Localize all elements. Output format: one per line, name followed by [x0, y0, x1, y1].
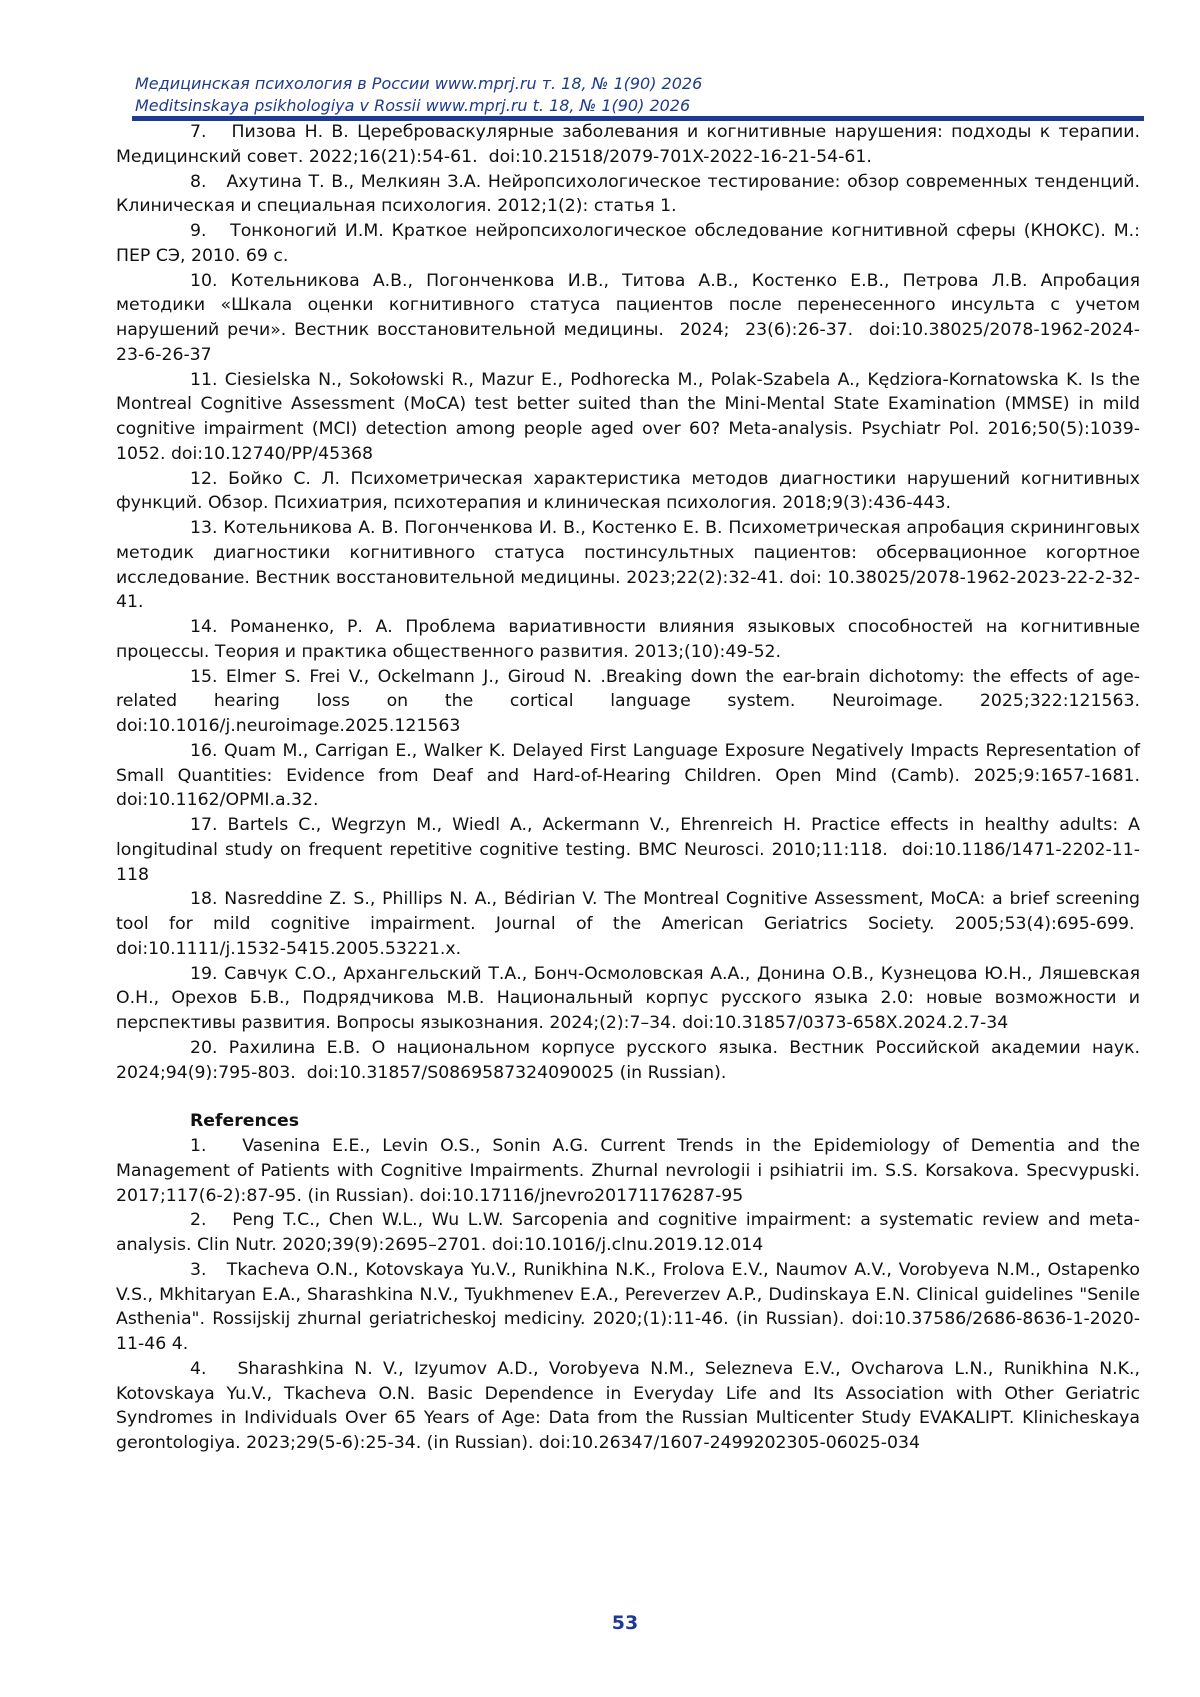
reference-item-19: 19. Савчук С.О., Архангельский Т.А., Бонч-Осмоловская А.А., Донина О.В., Кузнецова Ю.Н., Ляшевская О.Н., Орехов Б.В., Подрядчикова М.В. Национальный корпус русского языка 2.0: новые возможности и перспективы развития. Вопросы языкознания. 2024;(2):7–34. doi:10.31857/0373-658X.2024.2.7-34 — [116, 963, 1140, 1033]
reference-item-10: 10. Котельникова А.В., Погонченкова И.В., Титова А.В., Костенко Е.В., Петрова Л.В. Апробация методики «Шкала оценки когнитивного статуса пациентов после перенесенного инсульта с учетом нарушений речи». Вестник восстановительной медицины. 2024; 23(6):26-37. doi:10.38025/2078-1962-2024-23-6-26-37 — [116, 270, 1140, 365]
reference-list — [116, 120, 1140, 1456]
running-header — [135, 73, 1135, 117]
header-journal-title-translit: Meditsinskaya psikhologiya v Rossii www.mprj.ru t. 18, № 1(90) 2026 — [135, 96, 691, 115]
english-reference-item-4: 4. Sharashkina N. V., Izyumov A.D., Vorobyeva N.M., Selezneva E.V., Ovcharova L.N., Runikhina N.K., Kotovskaya Yu.V., Tkacheva O.N. Basic Dependence in Everyday Life and Its Association with Other Geriatric Syndromes in Individuals Over 65 Years of Age: Data from the Russian Multicenter Study EVAKALIPT. Klinicheskaya gerontologiya. 2023;29(5-6):25-34. (in Russian). doi:10.26347/1607-2499202305-06025-034 — [116, 1358, 1140, 1453]
reference-item-16: 16. Quam M., Carrigan E., Walker K. Delayed First Language Exposure Negatively Impacts Representation of Small Quantities: Evidence from Deaf and Hard-of-Hearing Children. Open Mind (Camb). 2025;9:1657-1681. doi:10.1162/OPMI.a.32. — [116, 740, 1140, 811]
reference-item-18: 18. Nasreddine Z. S., Phillips N. A., Bédirian V. The Montreal Cognitive Assessment, MoCA: a brief screening tool for mild cognitive impairment. Journal of the American Geriatrics Society. 2005;53(4):695-699. doi:10.1111/j.1532-5415.2005.53221.x. — [116, 889, 1140, 959]
references-heading: References — [190, 1111, 300, 1132]
reference-item-13: 13. Котельникова А. В. Погонченкова И. В., Костенко Е. В. Психометрическая апробация скрининговых методик диагностики когнитивного статуса постинсультных пациентов: обсервационное когортное исследование. Вестник восстановительной медицины. 2023;22(2):32-41. doi: 10.38025/2078-1962-2023-22-2-32-41. — [116, 518, 1140, 613]
reference-item-15: 15. Elmer S. Frei V., Ockelmann J., Giroud N. .Breaking down the ear-brain dichotomy: the effects of age-related hearing loss on the cortical language system. Neuroimage. 2025;322:121563. doi:10.1016/j.neuroimage.2025.121563 — [116, 666, 1140, 736]
english-reference-item-3: 3. Tkacheva O.N., Kotovskaya Yu.V., Runikhina N.K., Frolova E.V., Naumov A.V., Vorobyeva N.M., Ostapenko V.S., Mkhitaryan E.A., Sharashkina N.V., Tyukhmenev E.A., Pereverzev A.P., Dudinskaya E.N. Clinical guidelines "Senile Asthenia". Rossijskij zhurnal geriatricheskoj mediciny. 2020;(1):11-46. (in Russian). doi:10.37586/2686-8636-1-2020-11-46 4. — [116, 1259, 1140, 1354]
reference-item-14: 14. Романенко, Р. А. Проблема вариативности влияния языковых способностей на когнитивные процессы. Теория и практика общественного развития. 2013;(10):49-52. — [116, 617, 1140, 662]
reference-item-8: 8. Ахутина Т. В., Мелкиян З.А. Нейропсихологическое тестирование: обзор современных тенденций. Клиническая и специальная психология. 2012;1(2): статья 1. — [116, 171, 1140, 217]
page-number: 53 — [611, 1612, 639, 1634]
reference-item-17: 17. Bartels C., Wegrzyn M., Wiedl A., Ackermann V., Ehrenreich H. Practice effects in healthy adults: A longitudinal study on frequent repetitive cognitive testing. BMC Neurosci. 2010;11:118. doi:10.1186/1471-2202-11-118 — [116, 815, 1140, 885]
reference-item-7: 7. Пизова Н. В. Цереброваскулярные заболевания и когнитивные нарушения: подходы к терапии. Медицинский совет. 2022;16(21):54-61. doi:10.21518/2079-701X-2022-16-21-54-61. — [116, 122, 1140, 167]
english-reference-item-2: 2. Peng T.C., Chen W.L., Wu L.W. Sarcopenia and cognitive impairment: a systematic review and meta-analysis. Clin Nutr. 2020;39(9):2695–2701. doi:10.1016/j.clnu.2019.12.014 — [116, 1210, 1140, 1255]
header-journal-title-ru: Медицинская психология в России www.mprj.ru т. 18, № 1(90) 2026 — [135, 74, 703, 93]
reference-item-11: 11. Ciesielska N., Sokołowski R., Mazur E., Podhorecka M., Polak-Szabela A., Kędziora-Kornatowska K. Is the Montreal Cognitive Assessment (MoCA) test better suited than the Mini-Mental State Examination (MMSE) in mild cognitive impairment (MCI) detection among people aged over 60? Meta-analysis. Psychiatr Pol. 2016;50(5):1039-1052. doi:10.12740/PP/45368 — [116, 369, 1140, 464]
reference-item-9: 9. Тонконогий И.М. Краткое нейропсихологическое обследование когнитивной сферы (КНОКС). М.: ПЕР СЭ, 2010. 69 с. — [116, 221, 1140, 266]
reference-item-20: 20. Рахилина Е.В. О национальном корпусе русского языка. Вестник Российской академии наук. 2024;94(9):795-803. doi:10.31857/S0869587324090025 (in Russian). — [116, 1037, 1140, 1083]
english-reference-item-1: 1. Vasenina E.E., Levin O.S., Sonin A.G. Current Trends in the Epidemiology of Dementia and the Management of Patients with Cognitive Impairments. Zhurnal nevrologii i psihiatrii im. S.S. Korsakova. Specvypuski. 2017;117(6-2):87-95. (in Russian). doi:10.17116/jnevro20171176287-95 — [116, 1136, 1140, 1206]
reference-item-12: 12. Бойко С. Л. Психометрическая характеристика методов диагностики нарушений когнитивных функций. Обзор. Психиатрия, психотерапия и клиническая психология. 2018;9(3):436-443. — [116, 468, 1140, 514]
